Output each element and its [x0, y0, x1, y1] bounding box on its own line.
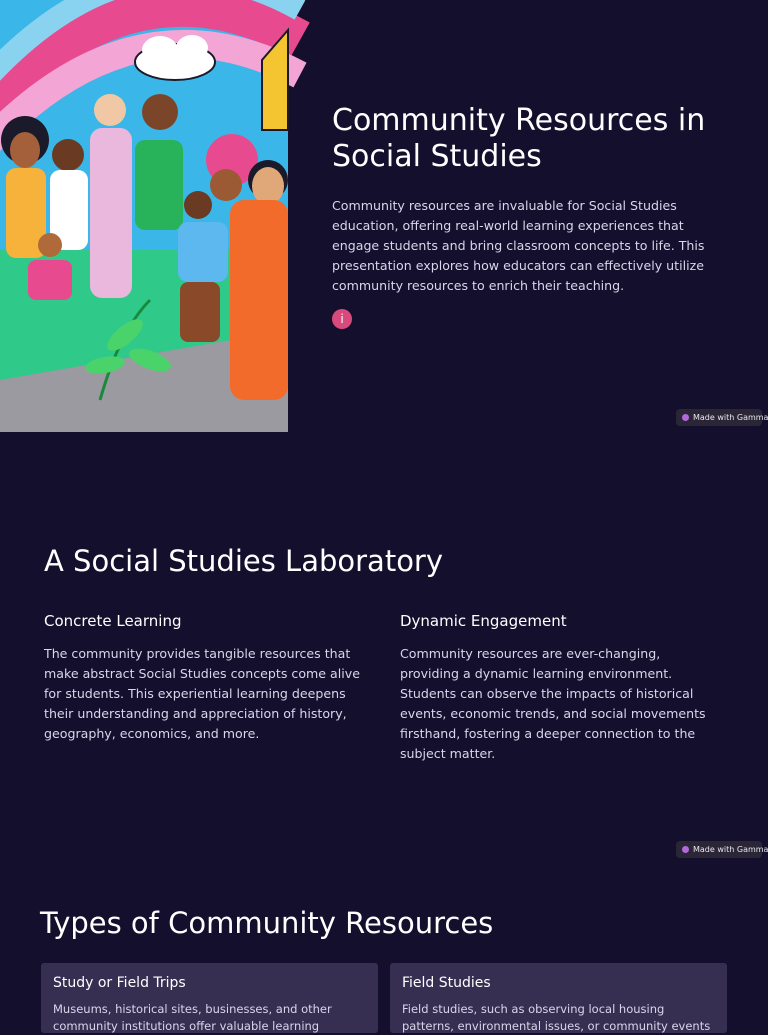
community-mural-image: [0, 0, 288, 432]
slide-intro-text: Community resources are invaluable for Social Studies education, offering real-world learning experiences that engage students and bring classroom concepts to life. This presentation explores how educators can effectively utilize community resources to enrich their teaching.: [332, 198, 705, 293]
card-text: Field studies, such as observing local housing patterns, environmental issues, or community events: [402, 1002, 711, 1033]
card-heading: Field Studies: [402, 975, 491, 991]
column-heading-dynamic-engagement: Dynamic Engagement: [400, 612, 567, 630]
resource-card-field-studies: [390, 963, 727, 1033]
card-heading: Study or Field Trips: [53, 975, 186, 991]
column-text-dynamic-engagement: Community resources are ever-changing, providing a dynamic learning environment. Students can observe the impacts of historical events, economic trends, and social movements firsthand, fostering a deeper connection to the subject matter.: [400, 646, 706, 761]
section-title: Types of Community Resources: [40, 906, 494, 940]
gamma-logo-icon: [682, 846, 689, 853]
title-slide: [0, 0, 768, 432]
column-text-concrete-learning: The community provides tangible resources that make abstract Social Studies concepts come alive for students. This experiential learning deepens their understanding and appreciation of history, geography, economics, and more.: [44, 646, 360, 741]
made-with-gamma-badge[interactable]: [676, 409, 768, 426]
gamma-logo-icon: [682, 414, 689, 421]
made-with-gamma-badge[interactable]: [676, 841, 768, 858]
made-with-gamma-label: Made with Gamma: [693, 845, 768, 854]
info-button[interactable]: i: [332, 309, 352, 329]
card-text: Museums, historical sites, businesses, and other community institutions offer valuable learning: [53, 1002, 332, 1033]
resource-card-field-trips: [41, 963, 378, 1033]
slide-title: Community Resources in Social Studies: [332, 103, 706, 174]
column-heading-concrete-learning: Concrete Learning: [44, 612, 182, 630]
section-title: A Social Studies Laboratory: [44, 544, 444, 578]
made-with-gamma-label: Made with Gamma: [693, 413, 768, 422]
